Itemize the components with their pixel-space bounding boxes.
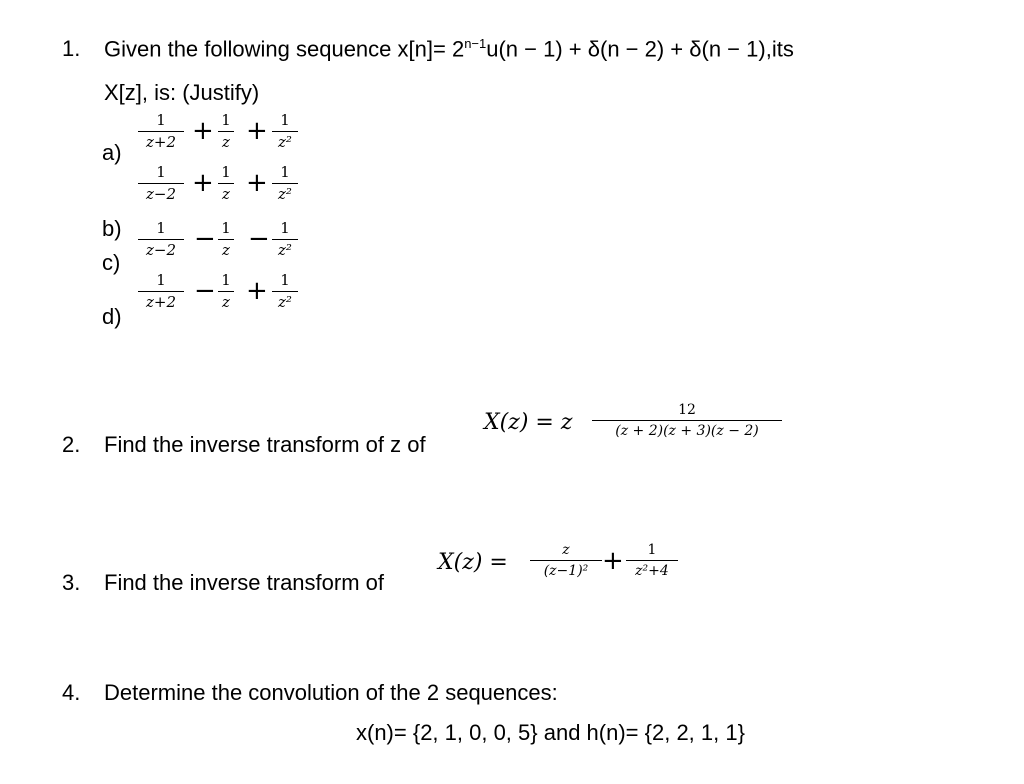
fraction [272, 220, 298, 259]
denominator: z+2 [145, 133, 176, 152]
equation-lhs: X(z) = z [484, 410, 573, 435]
denominator: z² [278, 241, 292, 260]
fraction [626, 542, 678, 579]
option-label-b: b) [102, 216, 122, 241]
denominator: z [222, 293, 230, 312]
numerator: 1 [156, 111, 166, 129]
operator: − [194, 276, 216, 306]
fraction [138, 220, 184, 259]
fraction-bar [218, 239, 234, 240]
fraction [138, 112, 184, 151]
denominator: z [222, 133, 230, 152]
numerator: 1 [221, 271, 231, 289]
question-text: Find the inverse transform of [104, 570, 385, 595]
operator: + [246, 276, 268, 306]
fraction [272, 112, 298, 151]
numerator: 1 [221, 111, 231, 129]
numerator: 1 [156, 271, 166, 289]
fraction-bar [592, 420, 782, 421]
question-text-part: u(n − 1) + δ(n − 2) + δ(n − 1),its [486, 36, 794, 62]
fraction [592, 402, 782, 439]
fraction [272, 164, 298, 203]
fraction-bar [626, 560, 678, 561]
denominator: z²+4 [635, 563, 669, 580]
fraction-bar [530, 560, 602, 561]
exponent: n−1 [464, 36, 487, 51]
denominator: z² [278, 185, 292, 204]
numerator: 1 [280, 163, 290, 181]
operator: − [248, 224, 270, 254]
denominator: z [222, 241, 230, 260]
fraction [530, 542, 602, 579]
denominator: z² [278, 293, 292, 312]
question-text-part: Given the following sequence x[n]= 2 [104, 36, 465, 62]
question-text-line2: X[z], is: (Justify) [104, 80, 260, 105]
option-label-a: a) [102, 140, 122, 165]
numerator: 1 [280, 111, 290, 129]
operator: + [246, 116, 268, 146]
fraction-bar [218, 291, 234, 292]
numerator: 1 [221, 163, 231, 181]
option-label-d: d) [102, 304, 122, 329]
fraction [218, 272, 234, 311]
numerator: 1 [156, 163, 166, 181]
fraction-bar [138, 291, 184, 292]
question-number: 3. [62, 570, 81, 595]
fraction-bar [272, 291, 298, 292]
fraction [138, 164, 184, 203]
numerator: 1 [221, 219, 231, 237]
question-number: 2. [62, 432, 81, 457]
fraction [138, 272, 184, 311]
numerator: 12 [678, 402, 696, 418]
operator: + [602, 546, 624, 576]
fraction-bar [138, 131, 184, 132]
option-label-c: c) [102, 250, 121, 275]
operator: + [192, 116, 214, 146]
fraction-bar [138, 183, 184, 184]
numerator: 1 [280, 219, 290, 237]
denominator: z [222, 185, 230, 204]
numerator: 1 [280, 271, 290, 289]
numerator: z [562, 542, 570, 558]
operator: + [246, 168, 268, 198]
denominator: (z−1)² [543, 563, 589, 580]
question-text: Determine the convolution of the 2 sequences: [104, 680, 558, 705]
fraction [218, 112, 234, 151]
numerator: 1 [156, 219, 166, 237]
question-text: Find the inverse transform of z of [104, 432, 426, 457]
denominator: z−2 [145, 185, 176, 204]
operator: + [192, 168, 214, 198]
denominator: z+2 [145, 293, 176, 312]
operator: − [194, 224, 216, 254]
denominator: (z + 2)(z + 3)(z − 2) [615, 423, 759, 440]
question-text [104, 36, 794, 62]
denominator: z² [278, 133, 292, 152]
fraction-bar [272, 239, 298, 240]
denominator: z−2 [145, 241, 176, 260]
sequences-line: x(n)= {2, 1, 0, 0, 5} and h(n)= {2, 2, 1, 1} [356, 720, 745, 745]
numerator: 1 [647, 542, 657, 558]
fraction-bar [272, 131, 298, 132]
fraction-bar [218, 131, 234, 132]
fraction-bar [218, 183, 234, 184]
fraction [272, 272, 298, 311]
question-number: 1. [62, 36, 81, 61]
fraction-bar [272, 183, 298, 184]
fraction [218, 220, 234, 259]
question-number: 4. [62, 680, 81, 705]
fraction [218, 164, 234, 203]
fraction-bar [138, 239, 184, 240]
equation-lhs: X(z) = [438, 550, 508, 575]
